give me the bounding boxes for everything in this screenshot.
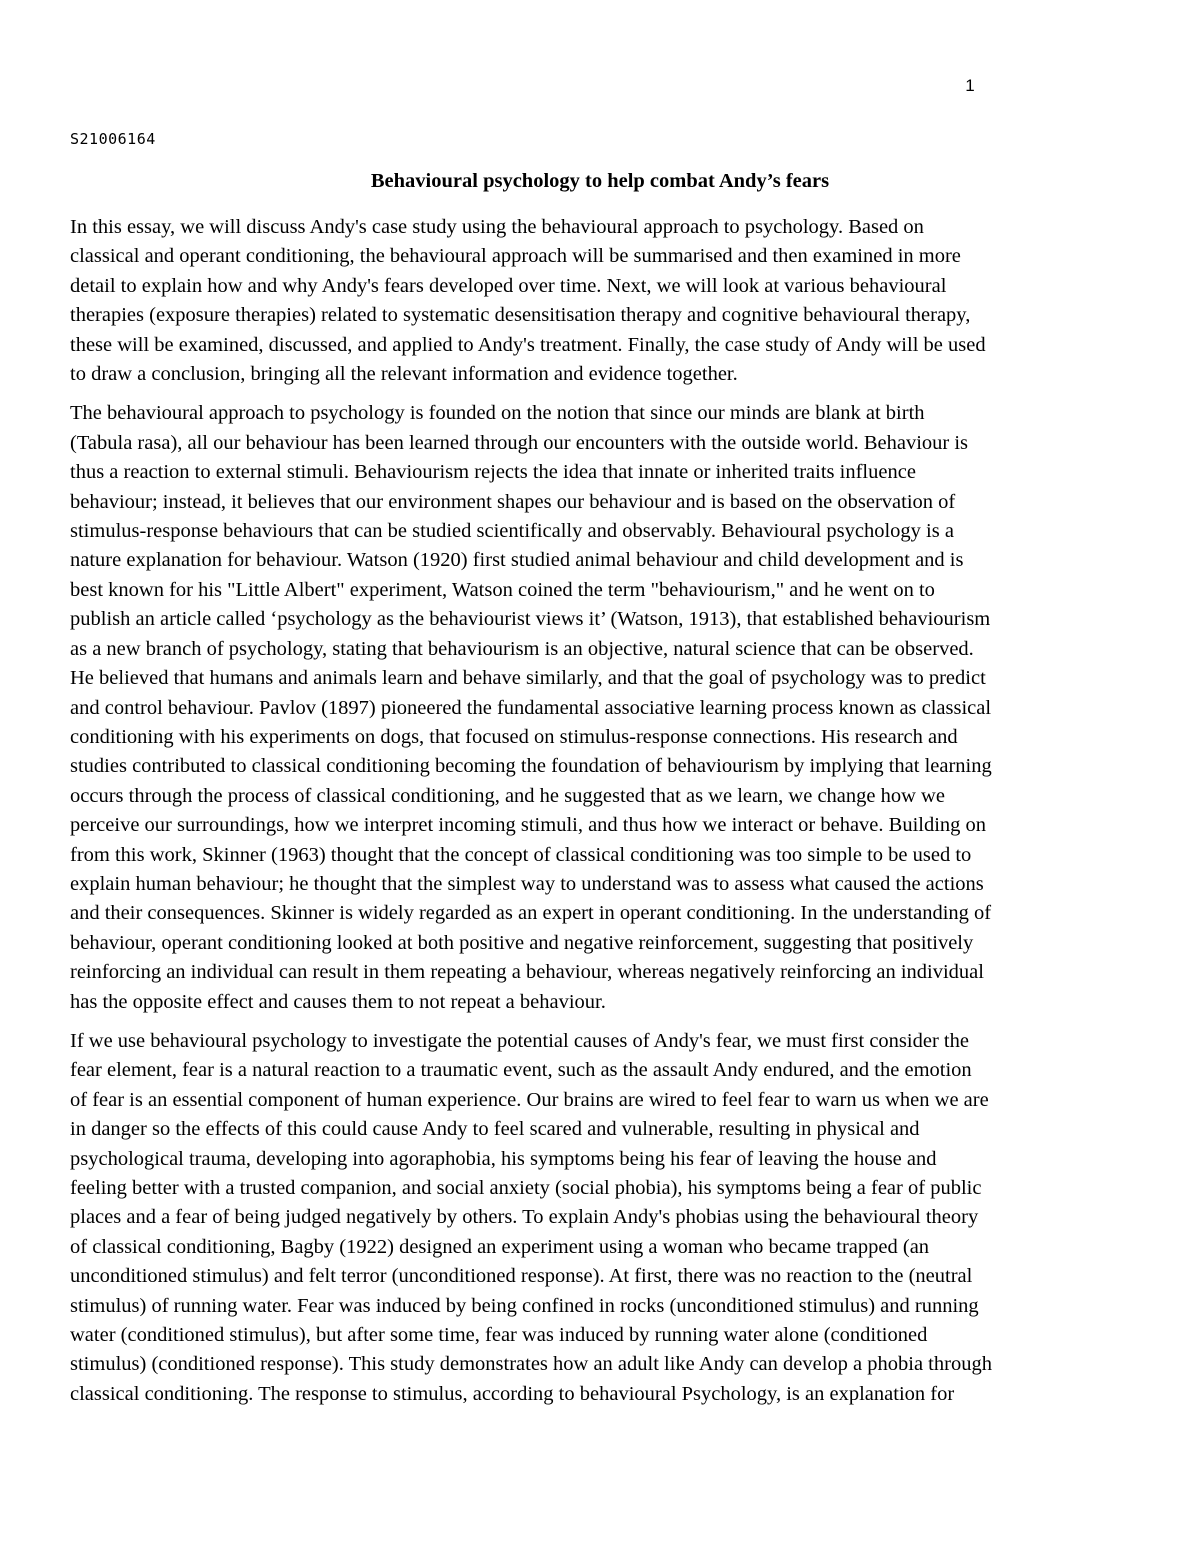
text-line: psychological trauma, developing into agoraphobia, his symptoms being his fear of leaving the house and — [70, 1147, 937, 1170]
text-line: these will be examined, discussed, and applied to Andy's treatment. Finally, the case study of Andy will be used — [70, 333, 986, 356]
text-line: and their consequences. Skinner is widely regarded as an expert in operant conditioning. In the understanding of — [70, 902, 992, 925]
text-line: as a new branch of psychology, stating that behaviourism is an objective, natural science that can be observed. — [70, 637, 974, 660]
text-line: explain human behaviour; he thought that the simplest way to understand was to assess what caused the actions — [70, 872, 984, 895]
text-line: from this work, Skinner (1963) thought that the concept of classical conditioning was too simple to be used to — [70, 843, 972, 866]
text-line: He believed that humans and animals learn and behave similarly, and that the goal of psychology was to predict — [70, 667, 986, 690]
text-line: water (conditioned stimulus), but after some time, fear was induced by running water alone (conditioned — [70, 1324, 928, 1347]
text-line: to draw a conclusion, bringing all the relevant information and evidence together. — [70, 363, 738, 386]
text-line: thus a reaction to external stimuli. Behaviourism rejects the idea that innate or inherited traits influence — [70, 461, 916, 484]
text-line: in danger so the effects of this could cause Andy to feel scared and vulnerable, resulting in physical and — [70, 1118, 920, 1141]
text-line: In this essay, we will discuss Andy's case study using the behavioural approach to psychology. Based on — [70, 216, 924, 238]
text-line: (Tabula rasa), all our behaviour has been learned through our encounters with the outside world. Behaviour is — [70, 431, 969, 454]
text-line: feeling better with a trusted companion, and social anxiety (social phobia), his symptoms being a fear of public — [70, 1177, 982, 1199]
paragraph — [70, 399, 1132, 1017]
text-line: of classical conditioning, Bagby (1922) designed an experiment using a woman who became trapped (an — [70, 1235, 930, 1258]
text-line: stimulus) (conditioned response). This study demonstrates how an adult like Andy can develop a phobia through — [70, 1353, 992, 1376]
text-line: classical conditioning. The response to stimulus, according to behavioural Psychology, is an explanation for — [70, 1382, 955, 1405]
text-line: If we use behavioural psychology to investigate the potential causes of Andy's fear, we must first consider the — [70, 1029, 969, 1052]
essay-body — [70, 213, 1132, 1419]
text-line: The behavioural approach to psychology is founded on the notion that since our minds are blank at birth — [70, 402, 925, 425]
text-line: stimulus-response behaviours that can be studied scientifically and observably. Behavioural psychology is a — [70, 520, 954, 543]
text-line: classical and operant conditioning, the behavioural approach will be summarised and then examined in more — [70, 245, 961, 268]
text-line: of fear is an essential component of human experience. Our brains are wired to feel fear to warn us when we are — [70, 1088, 989, 1111]
text-line: fear element, fear is a natural reaction to a traumatic event, such as the assault Andy endured, and the emotion — [70, 1059, 972, 1082]
text-line: and control behaviour. Pavlov (1897) pioneered the fundamental associative learning process known as classical — [70, 696, 992, 719]
page-number: 1 — [965, 76, 975, 95]
text-line: unconditioned stimulus) and felt terror (unconditioned response). At first, there was no reaction to the (neutral — [70, 1265, 973, 1288]
text-line: nature explanation for behaviour. Watson (1920) first studied animal behaviour and child development and is — [70, 549, 964, 572]
text-line: detail to explain how and why Andy's fears developed over time. Next, we will look at various behavioural — [70, 274, 947, 297]
text-line: therapies (exposure therapies) related to systematic desensitisation therapy and cognitive behavioural therapy, — [70, 304, 971, 327]
text-line: occurs through the process of classical conditioning, and he suggested that as we learn, we change how we — [70, 784, 945, 807]
text-line: publish an article called ‘psychology as the behaviourist views it’ (Watson, 1913), that established behaviourism — [70, 608, 991, 631]
text-line: conditioning with his experiments on dogs, that focused on stimulus-response connections. His research and — [70, 725, 958, 748]
text-line: behaviour, operant conditioning looked at both positive and negative reinforcement, suggesting that positively — [70, 931, 974, 954]
text-line: places and a fear of being judged negatively by others. To explain Andy's phobias using the behavioural theory — [70, 1206, 979, 1229]
text-line: best known for his "Little Albert" experiment, Watson coined the term "behaviourism," and he went on to — [70, 578, 935, 601]
text-line: has the opposite effect and causes them to not repeat a behaviour. — [70, 990, 606, 1013]
text-line: behaviour; instead, it believes that our environment shapes our behaviour and is based on the observation of — [70, 490, 956, 513]
student-id: S21006164 — [70, 130, 156, 148]
essay-title: Behavioural psychology to help combat Andy’s fears — [370, 170, 830, 192]
text-line: reinforcing an individual can result in them repeating a behaviour, whereas negatively reinforcing an individual — [70, 961, 984, 984]
text-line: perceive our surroundings, how we interpret incoming stimuli, and thus how we interact or behave. Building on — [70, 814, 987, 837]
text-line: stimulus) of running water. Fear was induced by being confined in rocks (unconditioned stimulus) and running — [70, 1294, 979, 1317]
paragraph — [70, 213, 1132, 389]
text-line: studies contributed to classical conditioning becoming the foundation of behaviourism by implying that learning — [70, 755, 992, 778]
paragraph — [70, 1027, 1132, 1409]
